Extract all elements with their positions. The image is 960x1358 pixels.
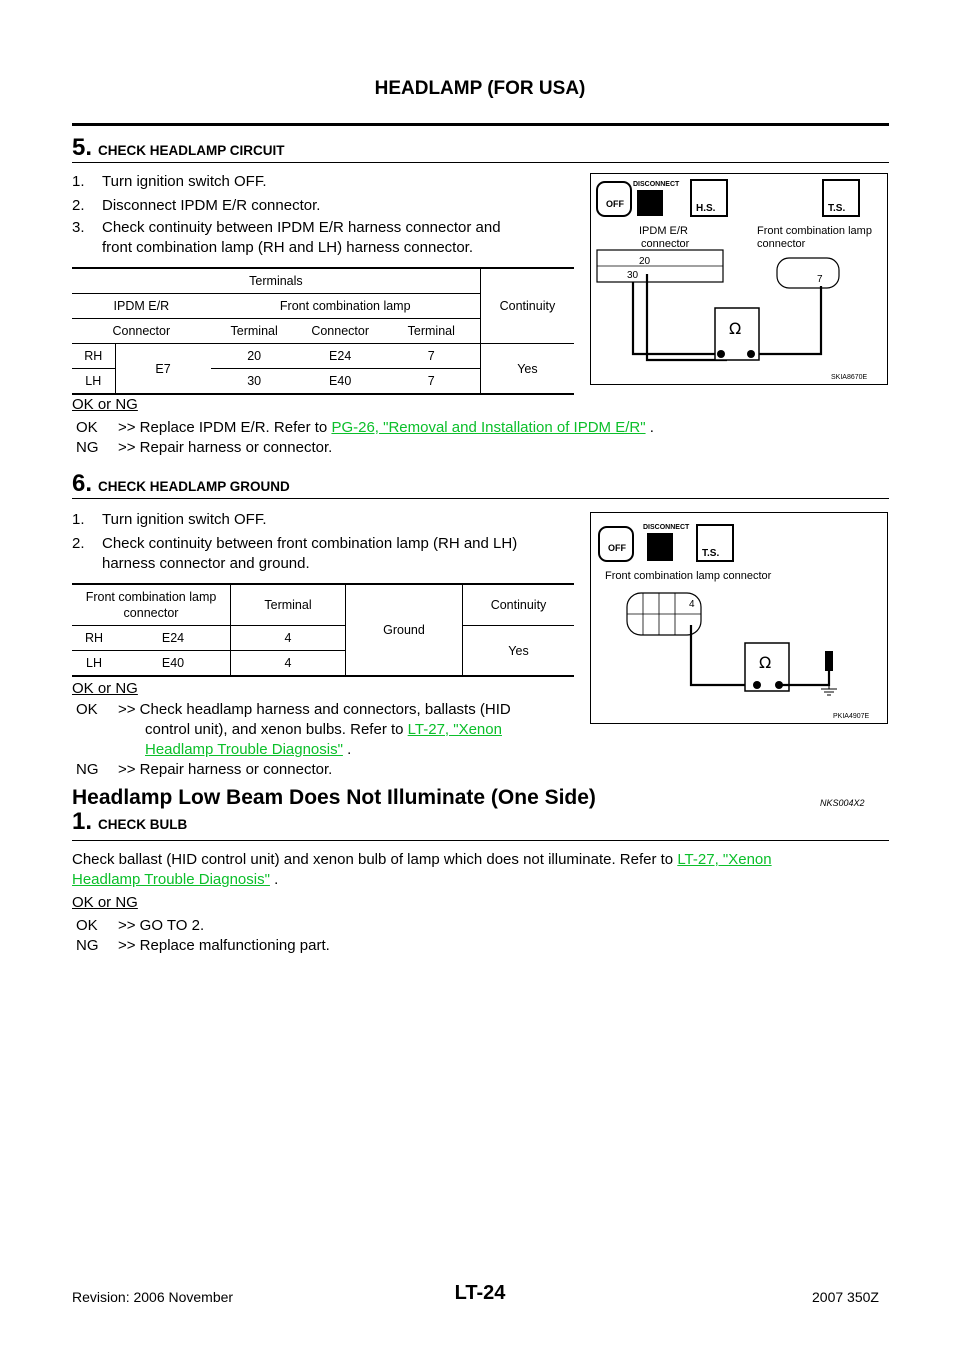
svg-text:IPDM E/R: IPDM E/R [639,225,688,237]
step-rule [72,162,889,163]
svg-text:SKIA8670E: SKIA8670E [831,374,868,381]
svg-text:OFF: OFF [606,199,624,209]
revision: Revision: 2006 November [72,1289,234,1305]
table-header: Connector [72,319,211,344]
lt-27-link[interactable]: Headlamp Trouble Diagnosis" [72,871,270,888]
lt-27-link[interactable]: Headlamp Trouble Diagnosis" [145,741,343,758]
table-header: Front combination lamp [211,294,481,319]
svg-text:T.S.: T.S. [702,548,720,559]
step-title: CHECK HEADLAMP CIRCUIT [98,143,285,158]
svg-text:OFF: OFF [608,543,626,553]
model: 2007 350Z [812,1289,879,1305]
disconnect-connector-icon [647,533,673,561]
table-row: LH 30 E40 7 [72,369,574,395]
header-rule [72,123,889,126]
list-item: 2. Disconnect IPDM E/R connector. [72,197,321,214]
disconnect-connector-icon [637,190,663,216]
step-number: 6. [72,470,93,497]
section-code: NKS004X2 [820,798,865,808]
lt-27-link[interactable]: LT-27, "Xenon [407,721,502,738]
page-title: HEADLAMP (FOR USA) [374,78,586,99]
svg-text:PKIA4907E: PKIA4907E [833,713,870,720]
svg-text:DISCONNECT: DISCONNECT [643,524,690,531]
table-header: Terminals [72,268,480,294]
svg-text:connector: connector [757,238,806,250]
table-header: Continuity [480,268,574,344]
table-header: Terminal [383,319,481,344]
table-header: Terminal [231,584,346,626]
step-number: 1. [72,808,93,835]
svg-text:H.S.: H.S. [696,203,716,214]
lt-27-link[interactable]: LT-27, "Xenon [677,851,772,868]
ground-diagram [591,513,887,723]
ng-result: NG >> Repair harness or connector. [76,761,333,778]
table-row: RH E7 20 E24 7 Yes [72,344,574,369]
step-1-body: Check ballast (HID control unit) and xenon bulb of lamp which does not illuminate. Refer to LT-27, "Xenon Headlamp Trouble Diagnosis" . [72,851,772,888]
table-header: Continuity [463,584,575,626]
svg-text:Front combination lamp connect: Front combination lamp connector [605,570,772,582]
table-header: Connector [298,319,383,344]
circuit-figure [590,173,888,385]
ground-figure [590,512,888,724]
list-item: 1. Turn ignition switch OFF. [72,173,267,190]
list-item: 2. Check continuity between front combination lamp (RH and LH) harness connector and ground. [72,535,518,572]
ok-ng-label: OK or NG [72,396,138,413]
circuit-diagram [591,174,887,384]
step-number: 5. [72,134,93,161]
step-rule [72,498,889,499]
page-number: LT-24 [454,1282,506,1304]
table-header: Ground [346,584,463,676]
fcl-connector-shape [777,258,839,288]
ground-table [72,583,574,677]
list-item: 1. Turn ignition switch OFF. [72,511,267,528]
step-title: CHECK BULB [98,817,188,832]
ok-ng-label: OK or NG [72,894,138,911]
step-title: CHECK HEADLAMP GROUND [98,479,290,494]
ng-result: NG >> Replace malfunctioning part. [76,937,330,954]
table-header: IPDM E/R [72,294,211,319]
step-1-heading [72,808,187,836]
ok-ng-label: OK or NG [72,680,138,697]
svg-text:7: 7 [817,274,823,285]
table-header: Front combination lamp connector [85,590,217,620]
table-row: RH E24 4 Yes [72,626,574,651]
table-row: LH E40 4 [72,651,574,677]
list-item: 3. Check continuity between IPDM E/R harness connector and front combination lamp (RH and LH) harness connector. [72,219,501,256]
svg-text:T.S.: T.S. [828,203,846,214]
svg-text:4: 4 [689,599,695,610]
section-title: Headlamp Low Beam Does Not Illuminate (One Side) [72,786,596,809]
svg-text:DISCONNECT: DISCONNECT [633,181,680,188]
step-5-heading [72,134,285,162]
svg-text:Ω: Ω [729,319,742,338]
svg-text:20: 20 [639,256,651,267]
svg-text:connector: connector [641,238,690,250]
svg-text:Front combination lamp: Front combination lamp [757,225,872,237]
ok-result: OK >> Check headlamp harness and connectors, ballasts (HID control unit), and xenon bulbs. Refer to LT-27, "Xenon Headlamp Trouble Diagnosis" . [76,701,511,758]
pg-26-link[interactable]: PG-26, "Removal and Installation of IPDM E/R" [331,419,646,436]
ok-result: OK >> Replace IPDM E/R. Refer to PG-26, "Removal and Installation of IPDM E/R" . [76,419,654,436]
step-6-heading [72,470,290,498]
continuity-table [72,267,574,395]
ok-result: OK >> GO TO 2. [76,917,205,934]
table-header: Terminal [211,319,298,344]
ng-result: NG >> Repair harness or connector. [76,439,333,456]
step-rule [72,840,889,841]
svg-text:30: 30 [627,270,639,281]
svg-text:Ω: Ω [759,653,772,672]
